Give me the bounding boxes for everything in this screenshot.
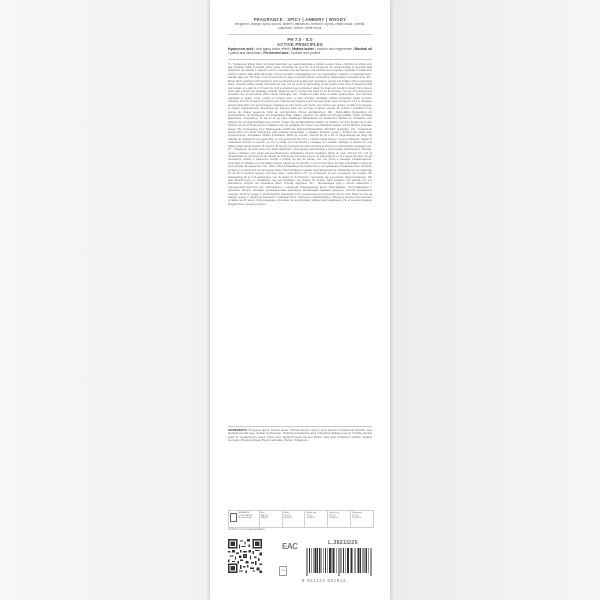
fragrance-notes: bergamot, orange, spicy accord, amber | labdanum, benzoin, styrax, cedar wood | vanilla, patchouli, vetiver, white musk: [234, 22, 366, 31]
fragrance-heading: FRAGRANCE : SPICY | AMBERY | WOODY: [253, 17, 347, 22]
recycle-line: Box: [260, 512, 265, 514]
background-right: [390, 0, 600, 600]
active-principles-heading: ACTIVE PRINCIPLES: [277, 41, 323, 47]
active-principles-list: Hyaluronic acid | anti-aging botox effect | Mafura butter | nourish and regenerate | Baobab oil | polish and illuminate | Fermented aloe | hydrate and protect: [228, 47, 373, 56]
ingredients-block: INGREDIENTS: Propylene glycol, Alcohol denat., Myristyl alcohol, Aqua, Lauryl alcohol, Cetrimonium chloride, Aloe barbadensis leaf juice, Sodium hyaluronate, Hydrolyzed hyaluronic acid, Adansonia digitata seed oil, Trichilia emetica seed oil, polyglyceryl-6 esters, Lactic acid, Saccharomyces ferment filtrate, Citric acid, Potassium sorbate, Sodium benzoate, Phenoxyethanol, Benzyl salicylate, Parfum | Fragrance.: [228, 428, 372, 443]
recycle-line: PLASTIC: [283, 517, 293, 520]
divider: [228, 426, 372, 427]
divider: [228, 34, 372, 35]
ingredients-label: INGREDIENTS: [228, 428, 247, 432]
principle-name: Hyaluronic acid: [228, 47, 254, 52]
ingredients-text: Propylene glycol, Alcohol denat., Myristyl alcohol, Aqua, Lauryl alcohol, Cetrimonium chloride, Aloe barbadensis leaf juice, Sodium hyaluronate, Hydrolyzed hyaluronic acid, Adansonia digitata seed oil, Trichilia emetica seed oil, polyglyceryl-6 esters, Lactic acid, Saccharomyces ferment filtrate, Citric acid, Potassium sorbate, Sodium benzoate, Phenoxyethanol, Benzyl salicylate, Parfum | Fragrance.: [228, 428, 372, 443]
recycle-line: Bottle cap: [306, 512, 317, 514]
recycle-line: Bottle: [283, 512, 290, 514]
recycling-cell: [351, 511, 373, 527]
eac-mark: EAC: [282, 542, 298, 551]
multilingual-instructions: IT - Trattamento effetto botox con acido ialuronico, per capelli decolorati e trattati. Leviga, ripara e fortifica con effetto anti-age. Risultati visibili immediati. Modo d'uso: miscelare da 10 a 20 ml di Treatment con acqua tiepida (a seconda della lunghezza dei capelli) in rapporto 1:2,5 e mescolare fino ad ottenere una consistenza omogenea. Applicare il trattamento ciocca a ciocca, dalle radici alle punte, con un pennello e massaggiare con cura. Raccogliere i capelli in un asciugamano e lasciare agire per 15 minuti. L'uso di una fonte di calore aumenta l'effetto ricostruzione. Risciacquare accuratamente. EN - Botox effect treatment with hyaluronic acid, for bleached and treated hair. Smoothes, repairs and fortifies with an anti-aging effect. Instantly visible results. Directions for use: mix 10 to 20 ml (depending on the length of the hair) of Treatment with warm water, in a ratio of 1: 2.5 and mix until a consistent gel is obtained. Apply the treatment strand by strand, from roots to ends, with a brush and massage carefully. Wrap the hair in a towel and leave on for 15 minutes. The use of a heat source increases the reconstruction effect. Rinse thoroughly. FR - Traitement effet botox à l'acide hyaluronique, pour cheveux décolorés et traités. Lisse, répare et renforce avec un effet anti-âge. Résultats visibles immédiats. Mode d'emploi: mélanger 10 à 20 ml (selon la longueur des cheveux) de Traitement avec de l'eau tiède, selon un rapport 1:2,5 et mélanger jusqu'à l'obtention d'un gel homogène. Appliquer le soin mèche par mèche, des racines aux pointes, à l'aide d'un pinceau, et masser soigneusement. Envelopper les cheveux dans une serviette et laisser reposer 15 minutes. L'utilisation d'une source de chaleur augmente l'effet de reconstruction. Rincer abondamment. DE - Botox-Effekt Behandlung mit Hyaluronsäure, für blondiertes und behandeltes Haar. Glättet, repariert und stärkt mit Anti-aging-Effekt. Sofort sichtbare Ergebnisse. Anwendung: 10 bis 20 ml (je nach Haarlänge) Behandlung mit lauwarmem Wasser im Verhältnis 1:2,5 mischen bis ein gleichmäßiges Gel entsteht. Tragen Sie die Behandlung Strähne für Strähne von dem Ansatz bis zu den Spitzen mit einem Pinsel auf und massieren Sie sie sorgfältig ein. Haare in ein Handtuch wickeln und 15 Minuten einwirken lassen. Die Verwendung einer Wärmequelle erhöht den Rekonstruktionseffekt. Gründlich ausspülen. ES - Tratamiento efecto botox con ácido hialurónico, para cabellos decolorados y tratados. Suaviza, repara y fortifica con efecto anti-envejecimiento. Resultados visibles inmediatos. Modo de empleo: mezclar de 10 a 20 ml (dependiendo del largo del cabello) de tratamiento con agua tibia, en una proporción de 1:2,5 y mezclar hasta obtener un gel consistente. Aplicar el tratamiento mechón a mechón, de raíz a puntas, con una brocha y masajear con cuidado. Recoger el cabello con una toalla y dejar actuar durante 15 minutos. El uso de una fuente de calor aumenta el efecto de reconstrucción. Enjuagar bien. PT - Tratamento de efeito botox com ácido hialurónico, para cabelos descolorados e processados quimicamente. Suaviza, repara e fortalece com efeito anti-envelhecimento. Resultados visíveis imediatos. Modo de usar: misturar 10 a 20 ml (dependendo do comprimento do cabelo) de Tratamento com água morna, na proporção de 1:2,5 e mexer até obter um gel consistente. Aplicar o tratamento mecha a mecha, da raiz às pontas, com um pincel e massajar cuidadosamente. Acomodar os cabelos em uma toalha e deixar pausar por 15 minutos. O uso de uma fonte de calor potencializa o efeito da reconstrução. Enxaguar bem. NL - Botox effect behandeling met hyaluronzuur, voor gebleekt en behandeld haar. Verzacht, herstelt en versterkt met een anti-aging effect. Direct zichtbaar resultaat. Gebruiksaanwijzing: Afhankelijk van de haarlengte 10 tot 20 ml product mengen met lauw water, verhouding 1:2,5, en vermengen tot een consistente gel ontstaat. De behandeling lok per lok aanbrengen, van de wortel tot de haarpunt, met behulp van een borstel. Goed inmasseren. Het haar bijeenbrengen en omwikkelen met een handdoek, het product 15 minuten laten inwerken. Het gebruik van een warmtebron vergroot het herstellend effect. Grondig uitspoelen. RU - Интенсивный уход с ботокс эффектом с гиалуроновой кислотой для осветлённых и химически повреждённых волос. Разглаживает, восстанавливает и укрепляет волосы, обладает антивозрастным действием. Мгновенный видимый результат. Способ применения: смешать 10-20 мл уходa с тёплой водой в пропорции 1:2,5, перемешать до получения густого геля. Нанести гель на каждую прядь от корней до кончиков с помощью кисти. Тщательно помассировать. Обернуть волосы полотенцем и оставить на 15 минут. Использование источника тепла усиливает эффект восстановления. По истечении времени воздействия тщательно смыть.: [228, 62, 372, 206]
recycle-line: PLASTIC: [329, 517, 339, 520]
recycle-line: Dispenser: [352, 512, 363, 514]
background-left: [0, 0, 210, 600]
recycling-cell: [283, 511, 306, 527]
barcode-icon: [306, 548, 372, 576]
recycle-line: PAP 21: [260, 514, 268, 517]
qr-code-icon: [228, 539, 262, 573]
recycling-cell: [229, 511, 260, 527]
recycling-cell: [305, 511, 328, 527]
recycling-cell: [260, 511, 283, 527]
conform-note: Conform to your local regulations.: [228, 528, 266, 531]
recycle-line: YOUR WASTE: [238, 514, 253, 517]
barcode-number: 8 051122 601912: [302, 578, 347, 583]
principle-name: Baobab oil: [354, 47, 373, 52]
recycle-line: PP 05: [352, 514, 359, 517]
recycle-line: PP 05: [329, 514, 336, 517]
recycle-line: PLASTIC: [306, 517, 316, 520]
recycle-line: PAPER: [260, 517, 269, 520]
principle-desc: hydrate and protect: [291, 51, 321, 56]
recycle-line: PLASTIC: [352, 517, 362, 520]
label-content: [228, 0, 372, 443]
principle-desc: polish and illuminate: [229, 51, 261, 56]
principle-name: Fermented aloe: [263, 51, 289, 56]
ph-value: PH 7.0 - 8.0: [287, 36, 313, 42]
recycling-cell: [328, 511, 351, 527]
principle-desc: nourish and regenerate: [316, 47, 352, 52]
pao-symbol-icon: 12M: [279, 566, 287, 576]
lot-number: L.3821I226: [328, 540, 358, 546]
recycle-line: PET 01: [283, 514, 291, 517]
principle-desc: anti-aging botox effect: [256, 47, 290, 52]
divider: [228, 59, 372, 60]
product-box-panel: [210, 0, 390, 600]
recycle-line: PP 05: [306, 514, 313, 517]
recycle-line: Be sustainable: [238, 517, 253, 520]
recycle-bin-icon: [230, 513, 237, 522]
principle-name: Mafura butter: [292, 47, 314, 52]
recycle-line: Bottle cap: [329, 512, 340, 514]
recycle-line: SEPARATE: [238, 512, 250, 514]
recycling-table: [228, 510, 374, 528]
